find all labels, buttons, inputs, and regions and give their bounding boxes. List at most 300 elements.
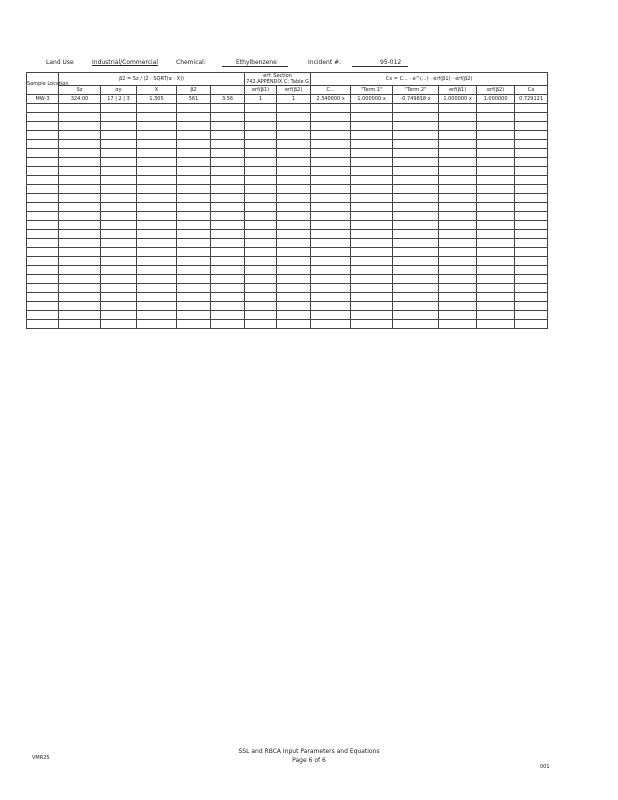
empty-cell: [515, 302, 548, 311]
empty-cell: [311, 320, 351, 329]
col-x: X: [137, 86, 177, 95]
empty-cell: [277, 293, 311, 302]
empty-cell: [277, 239, 311, 248]
empty-cell: [245, 239, 277, 248]
empty-cell: [439, 104, 477, 113]
empty-cell: [27, 221, 59, 230]
empty-cell: [27, 158, 59, 167]
empty-cell: [515, 230, 548, 239]
empty-cell: [477, 149, 515, 158]
col-erf-beta1-a: [211, 86, 245, 95]
empty-cell: [59, 104, 101, 113]
empty-cell: [59, 185, 101, 194]
empty-cell: [177, 275, 211, 284]
empty-cell: [27, 140, 59, 149]
empty-cell: [245, 176, 277, 185]
empty-cell: [137, 122, 177, 131]
empty-cell: [211, 257, 245, 266]
empty-cell: [59, 320, 101, 329]
empty-cell: [515, 257, 548, 266]
empty-cell: [27, 320, 59, 329]
empty-cell: [311, 293, 351, 302]
empty-cell: [245, 167, 277, 176]
empty-cell: [27, 113, 59, 122]
empty-cell: [439, 113, 477, 122]
empty-cell: [393, 248, 439, 257]
chemical-label: Chemical:: [176, 59, 206, 66]
empty-cell: [59, 284, 101, 293]
empty-cell: [177, 131, 211, 140]
land-use-label: Land Use: [46, 59, 74, 66]
empty-cell: [515, 293, 548, 302]
empty-cell: [439, 122, 477, 131]
empty-cell: [477, 221, 515, 230]
empty-cell: [101, 221, 137, 230]
empty-cell: [277, 284, 311, 293]
empty-cell: [177, 284, 211, 293]
empty-cell: [59, 230, 101, 239]
empty-cell: [211, 275, 245, 284]
empty-cell: [101, 158, 137, 167]
empty-cell: [101, 149, 137, 158]
empty-cell: [393, 266, 439, 275]
empty-cell: [245, 104, 277, 113]
cx-formula-header: Cx = C... · e^(...) · erf(β1) · erf(β2): [311, 73, 548, 86]
empty-cell: [177, 320, 211, 329]
empty-cell: [59, 176, 101, 185]
cell-erf-b2: 1: [277, 95, 311, 104]
empty-cell: [245, 122, 277, 131]
chemical-value: Ethylbenzene: [236, 59, 277, 66]
cell-alpha: 1.305: [137, 95, 177, 104]
empty-cell: [439, 167, 477, 176]
empty-cell: [137, 239, 177, 248]
land-use-value: Industrial/Commercial: [92, 59, 159, 66]
empty-cell: [245, 230, 277, 239]
empty-cell: [311, 167, 351, 176]
col-term1: "Term 1": [351, 86, 393, 95]
empty-cell: [351, 320, 393, 329]
empty-cell: [137, 104, 177, 113]
empty-cell: [515, 158, 548, 167]
empty-cell: [277, 194, 311, 203]
empty-row: [27, 140, 548, 149]
empty-cell: [439, 194, 477, 203]
empty-cell: [177, 194, 211, 203]
empty-cell: [211, 293, 245, 302]
cell-c: 2.340000 x: [311, 95, 351, 104]
empty-cell: [351, 149, 393, 158]
empty-cell: [351, 113, 393, 122]
empty-cell: [59, 167, 101, 176]
empty-cell: [137, 176, 177, 185]
empty-cell: [277, 158, 311, 167]
col-erf-beta2: erf(β2): [277, 86, 311, 95]
empty-cell: [477, 302, 515, 311]
empty-cell: [177, 185, 211, 194]
empty-cell: [311, 149, 351, 158]
empty-cell: [477, 311, 515, 320]
empty-cell: [101, 113, 137, 122]
empty-cell: [101, 284, 137, 293]
empty-cell: [245, 221, 277, 230]
empty-cell: [311, 131, 351, 140]
empty-row: [27, 239, 548, 248]
empty-cell: [351, 266, 393, 275]
empty-cell: [211, 158, 245, 167]
empty-cell: [101, 212, 137, 221]
empty-row: [27, 149, 548, 158]
empty-cell: [59, 293, 101, 302]
empty-cell: [277, 176, 311, 185]
empty-cell: [177, 248, 211, 257]
empty-cell: [311, 266, 351, 275]
empty-cell: [59, 266, 101, 275]
empty-cell: [477, 104, 515, 113]
empty-cell: [393, 158, 439, 167]
empty-cell: [59, 113, 101, 122]
empty-cell: [277, 113, 311, 122]
empty-cell: [177, 113, 211, 122]
empty-cell: [277, 275, 311, 284]
empty-cell: [245, 266, 277, 275]
empty-cell: [177, 311, 211, 320]
empty-cell: [245, 248, 277, 257]
empty-cell: [245, 113, 277, 122]
col-erf-beta1: erf(β1): [245, 86, 277, 95]
empty-cell: [351, 158, 393, 167]
empty-cell: [393, 122, 439, 131]
empty-cell: [27, 230, 59, 239]
empty-cell: [211, 203, 245, 212]
empty-cell: [59, 203, 101, 212]
cell-erf1: 1.000000 x: [439, 95, 477, 104]
empty-cell: [137, 293, 177, 302]
empty-cell: [59, 248, 101, 257]
empty-cell: [59, 158, 101, 167]
empty-cell: [137, 221, 177, 230]
empty-cell: [27, 194, 59, 203]
empty-cell: [101, 293, 137, 302]
empty-cell: [393, 221, 439, 230]
col-erf2: erf(β2): [477, 86, 515, 95]
empty-cell: [515, 320, 548, 329]
empty-cell: [311, 275, 351, 284]
empty-cell: [439, 248, 477, 257]
empty-cell: [351, 284, 393, 293]
empty-cell: [101, 275, 137, 284]
empty-cell: [27, 266, 59, 275]
empty-cell: [439, 230, 477, 239]
empty-cell: [477, 212, 515, 221]
empty-cell: [177, 293, 211, 302]
empty-cell: [211, 221, 245, 230]
empty-cell: [439, 302, 477, 311]
empty-cell: [59, 239, 101, 248]
empty-cell: [351, 167, 393, 176]
empty-cell: [277, 104, 311, 113]
chemical-underline: [222, 66, 288, 67]
empty-cell: [59, 149, 101, 158]
empty-cell: [101, 131, 137, 140]
col-beta2: β2: [177, 86, 211, 95]
empty-cell: [351, 311, 393, 320]
empty-cell: [477, 122, 515, 131]
empty-cell: [393, 194, 439, 203]
empty-cell: [439, 266, 477, 275]
empty-cell: [245, 311, 277, 320]
empty-cell: [393, 311, 439, 320]
empty-cell: [27, 239, 59, 248]
incident-label: Incident #:: [308, 59, 342, 66]
empty-cell: [477, 275, 515, 284]
empty-cell: [211, 185, 245, 194]
empty-cell: [211, 149, 245, 158]
cell-term1: 1.000000 x: [351, 95, 393, 104]
empty-cell: [177, 230, 211, 239]
empty-cell: [311, 140, 351, 149]
empty-cell: [177, 221, 211, 230]
empty-cell: [277, 167, 311, 176]
empty-cell: [439, 257, 477, 266]
empty-cell: [211, 194, 245, 203]
empty-cell: [27, 131, 59, 140]
incident-underline: [352, 66, 408, 67]
empty-cell: [477, 230, 515, 239]
empty-cell: [439, 275, 477, 284]
empty-cell: [101, 194, 137, 203]
empty-cell: [477, 293, 515, 302]
empty-cell: [245, 212, 277, 221]
empty-cell: [393, 239, 439, 248]
empty-cell: [245, 185, 277, 194]
empty-cell: [515, 176, 548, 185]
empty-cell: [351, 302, 393, 311]
cell-term2: -0.749818 x: [393, 95, 439, 104]
empty-cell: [211, 266, 245, 275]
empty-row: [27, 176, 548, 185]
empty-cell: [245, 140, 277, 149]
empty-cell: [311, 185, 351, 194]
cell-erf2: 1.000000: [477, 95, 515, 104]
empty-cell: [311, 221, 351, 230]
empty-cell: [137, 311, 177, 320]
empty-cell: [277, 131, 311, 140]
empty-cell: [351, 212, 393, 221]
empty-cell: [351, 275, 393, 284]
empty-cell: [211, 239, 245, 248]
empty-cell: [477, 113, 515, 122]
empty-row: [27, 131, 548, 140]
empty-cell: [101, 230, 137, 239]
empty-cell: [137, 275, 177, 284]
empty-cell: [211, 122, 245, 131]
empty-cell: [351, 140, 393, 149]
empty-cell: [515, 113, 548, 122]
empty-cell: [177, 302, 211, 311]
empty-row: [27, 257, 548, 266]
empty-cell: [477, 167, 515, 176]
empty-cell: [311, 248, 351, 257]
empty-cell: [393, 104, 439, 113]
empty-cell: [177, 257, 211, 266]
col-c: C...: [311, 86, 351, 95]
empty-cell: [477, 140, 515, 149]
empty-cell: [137, 194, 177, 203]
cell-sz: 324.00: [59, 95, 101, 104]
empty-row: [27, 212, 548, 221]
empty-cell: [211, 104, 245, 113]
empty-cell: [393, 302, 439, 311]
empty-row: [27, 302, 548, 311]
empty-cell: [27, 149, 59, 158]
empty-cell: [177, 212, 211, 221]
empty-cell: [245, 257, 277, 266]
empty-cell: [137, 320, 177, 329]
empty-row: [27, 203, 548, 212]
empty-cell: [101, 239, 137, 248]
sample-location-header: Sample Location: [27, 73, 59, 95]
empty-cell: [277, 248, 311, 257]
empty-cell: [101, 311, 137, 320]
cell-erf-b1: 1: [245, 95, 277, 104]
empty-cell: [515, 284, 548, 293]
empty-cell: [311, 239, 351, 248]
empty-cell: [59, 194, 101, 203]
empty-cell: [311, 212, 351, 221]
empty-cell: [245, 275, 277, 284]
empty-cell: [27, 185, 59, 194]
empty-cell: [439, 140, 477, 149]
empty-cell: [59, 311, 101, 320]
empty-cell: [27, 311, 59, 320]
empty-cell: [245, 320, 277, 329]
empty-cell: [515, 122, 548, 131]
empty-cell: [477, 203, 515, 212]
empty-cell: [515, 221, 548, 230]
empty-cell: [277, 221, 311, 230]
empty-cell: [439, 158, 477, 167]
empty-cell: [439, 176, 477, 185]
empty-cell: [351, 131, 393, 140]
empty-cell: [351, 176, 393, 185]
footer-left: VMR25: [32, 755, 50, 761]
cell-location: MW-3: [27, 95, 59, 104]
empty-cell: [439, 239, 477, 248]
empty-row: [27, 194, 548, 203]
empty-cell: [351, 257, 393, 266]
empty-row: [27, 230, 548, 239]
footer-page: Page 6 of 6: [292, 757, 326, 764]
empty-cell: [515, 185, 548, 194]
empty-cell: [211, 131, 245, 140]
empty-cell: [211, 320, 245, 329]
empty-cell: [439, 221, 477, 230]
empty-cell: [27, 104, 59, 113]
empty-cell: [137, 158, 177, 167]
empty-cell: [277, 122, 311, 131]
empty-cell: [177, 140, 211, 149]
empty-cell: [101, 203, 137, 212]
empty-cell: [393, 293, 439, 302]
empty-cell: [137, 266, 177, 275]
empty-cell: [137, 230, 177, 239]
empty-cell: [393, 113, 439, 122]
empty-row: [27, 104, 548, 113]
cell-abc: 17 | 2 | 3: [101, 95, 137, 104]
empty-cell: [477, 248, 515, 257]
empty-cell: [439, 185, 477, 194]
empty-cell: [59, 212, 101, 221]
empty-cell: [177, 266, 211, 275]
empty-cell: [393, 212, 439, 221]
empty-cell: [311, 257, 351, 266]
empty-cell: [59, 275, 101, 284]
parameters-table: [26, 72, 548, 329]
empty-cell: [515, 194, 548, 203]
empty-row: [27, 122, 548, 131]
empty-cell: [137, 212, 177, 221]
col-term2: "Term 2": [393, 86, 439, 95]
empty-cell: [137, 257, 177, 266]
empty-cell: [137, 113, 177, 122]
empty-cell: [101, 167, 137, 176]
empty-cell: [515, 131, 548, 140]
empty-cell: [351, 293, 393, 302]
empty-cell: [101, 140, 137, 149]
empty-cell: [311, 113, 351, 122]
empty-cell: [245, 302, 277, 311]
empty-cell: [311, 158, 351, 167]
empty-cell: [277, 203, 311, 212]
empty-cell: [101, 176, 137, 185]
empty-cell: [515, 248, 548, 257]
empty-cell: [477, 176, 515, 185]
table-row: [27, 95, 548, 104]
footer-right: 001: [540, 764, 550, 770]
empty-cell: [137, 203, 177, 212]
empty-cell: [311, 311, 351, 320]
empty-cell: [393, 284, 439, 293]
empty-cell: [211, 311, 245, 320]
empty-cell: [245, 149, 277, 158]
empty-cell: [393, 140, 439, 149]
empty-cell: [515, 167, 548, 176]
empty-cell: [477, 158, 515, 167]
empty-cell: [515, 104, 548, 113]
empty-cell: [177, 239, 211, 248]
empty-row: [27, 185, 548, 194]
empty-cell: [137, 167, 177, 176]
empty-cell: [439, 131, 477, 140]
empty-cell: [177, 149, 211, 158]
empty-cell: [515, 239, 548, 248]
incident-value: 95-012: [380, 59, 402, 66]
empty-cell: [439, 212, 477, 221]
empty-cell: [351, 194, 393, 203]
empty-row: [27, 311, 548, 320]
empty-cell: [27, 167, 59, 176]
empty-cell: [27, 293, 59, 302]
empty-cell: [211, 302, 245, 311]
empty-cell: [59, 257, 101, 266]
empty-row: [27, 284, 548, 293]
empty-cell: [59, 302, 101, 311]
col-sz: Sz: [59, 86, 101, 95]
empty-cell: [439, 320, 477, 329]
empty-cell: [27, 203, 59, 212]
empty-cell: [477, 320, 515, 329]
